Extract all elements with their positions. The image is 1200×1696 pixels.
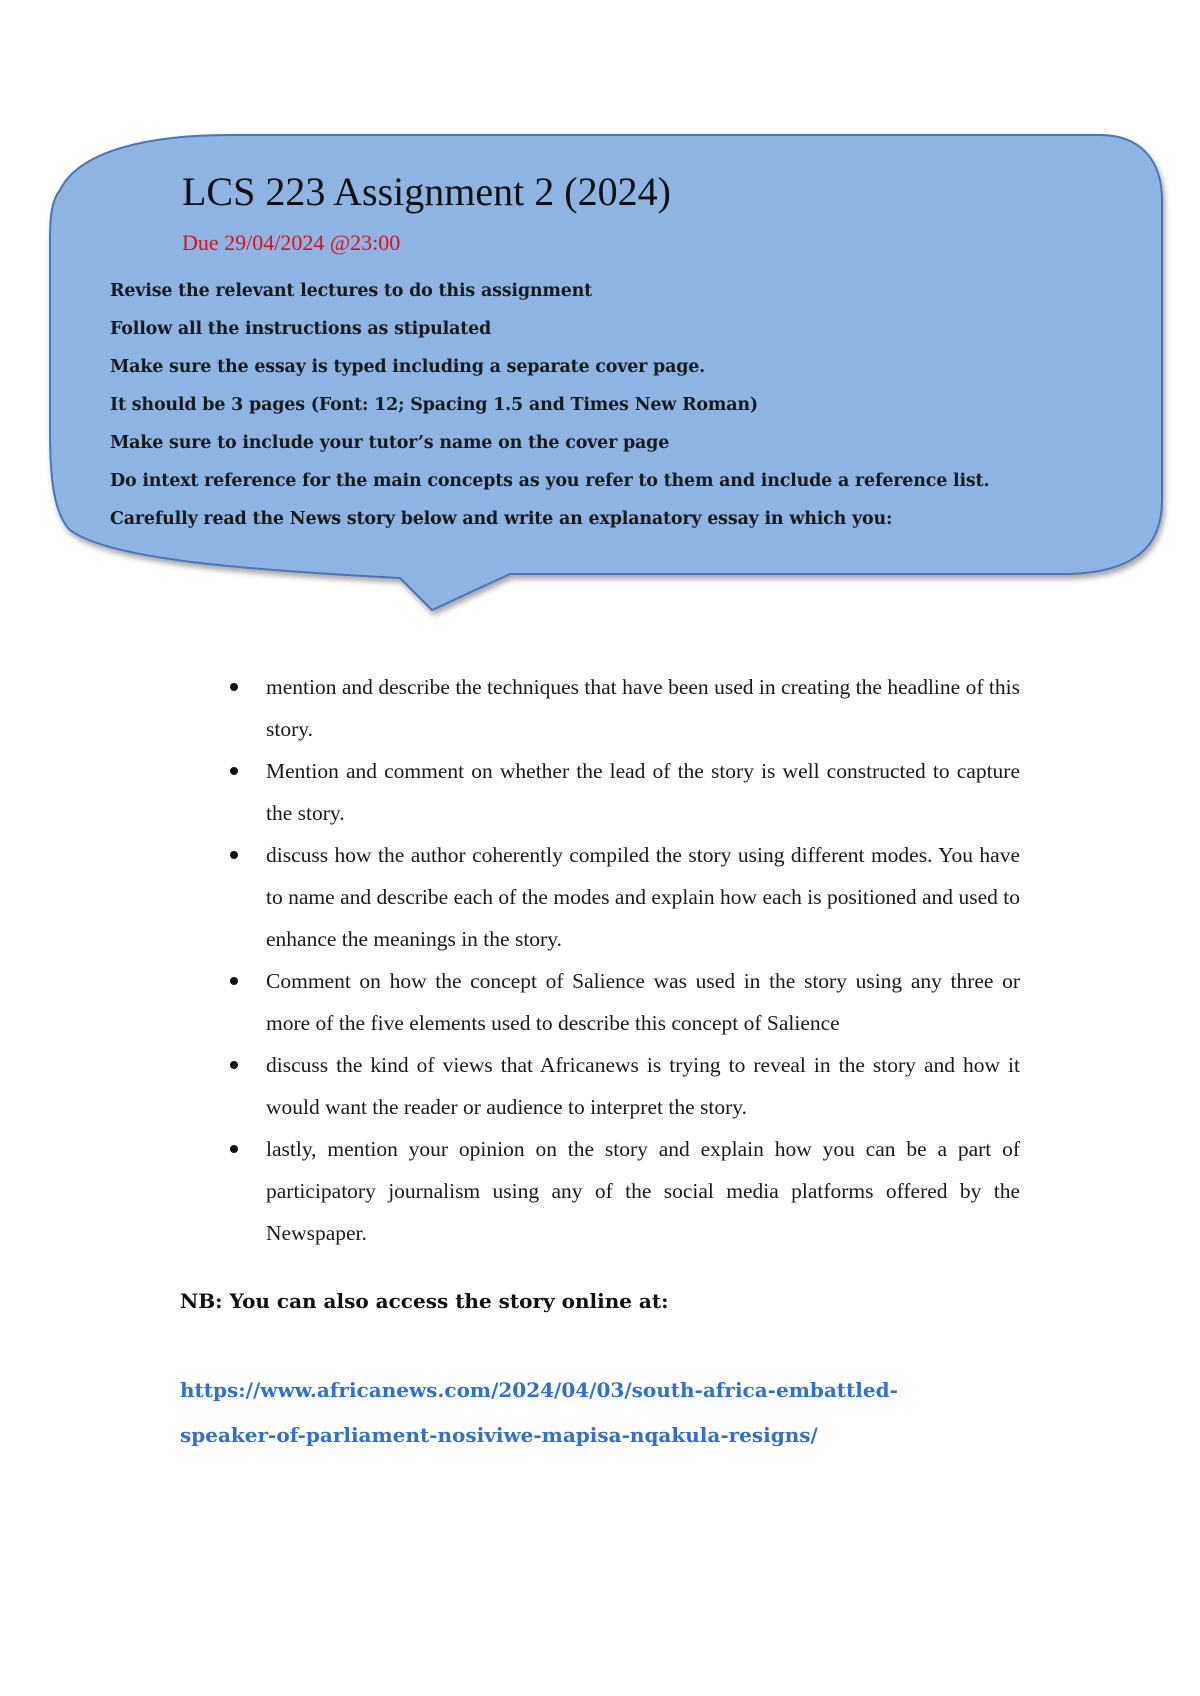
task-item xyxy=(222,750,1020,834)
task-item xyxy=(222,666,1020,750)
task-text: discuss the kind of views that Africanews is trying to reveal in the story and how it would want the reader or audience to interpret the story. xyxy=(266,1053,1020,1119)
instruction-item: Make sure to include your tutor’s name on the cover page xyxy=(110,433,670,453)
bullet-icon xyxy=(230,683,238,691)
task-item xyxy=(222,960,1020,1044)
task-item xyxy=(222,834,1020,960)
story-link-line-2: speaker-of-parliament-nosiviwe-mapisa-nqakula-resigns/ xyxy=(180,1423,818,1447)
instruction-list xyxy=(110,272,989,538)
task-text: mention and describe the techniques that have been used in creating the headline of this story. xyxy=(266,675,1020,741)
instruction-item: Do intext reference for the main concepts as you refer to them and include a reference list. xyxy=(110,471,990,491)
bullet-icon xyxy=(230,977,238,985)
bullet-icon xyxy=(230,851,238,859)
bullet-icon xyxy=(230,1145,238,1153)
task-text: Mention and comment on whether the lead of the story is well constructed to capture the story. xyxy=(266,759,1020,825)
assignment-title: LCS 223 Assignment 2 (2024) xyxy=(182,169,671,214)
task-list xyxy=(222,666,1020,1254)
due-date: Due 29/04/2024 @23:00 xyxy=(182,230,401,255)
task-text: lastly, mention your opinion on the story and explain how you can be a part of participatory journalism using any of the social media platforms offered by the Newspaper. xyxy=(266,1137,1020,1245)
story-link[interactable] xyxy=(180,1368,1080,1458)
instruction-item: Follow all the instructions as stipulated xyxy=(110,319,492,339)
task-item xyxy=(222,1044,1020,1128)
instruction-item: Carefully read the News story below and write an explanatory essay in which you: xyxy=(110,509,893,529)
bullet-icon xyxy=(230,767,238,775)
instruction-item: Make sure the essay is typed including a separate cover page. xyxy=(110,357,706,377)
instruction-item: It should be 3 pages (Font: 12; Spacing 1.5 and Times New Roman) xyxy=(110,395,758,415)
nb-note: NB: You can also access the story online at: xyxy=(180,1289,669,1313)
instruction-item: Revise the relevant lectures to do this assignment xyxy=(110,281,593,301)
task-text: discuss how the author coherently compiled the story using different modes. You have to name and describe each of the modes and explain how each is positioned and used to enhance the meanings in the story. xyxy=(266,843,1020,951)
story-link-line-1: https://www.africanews.com/2024/04/03/south-africa-embattled- xyxy=(180,1378,898,1402)
task-item xyxy=(222,1128,1020,1254)
bullet-icon xyxy=(230,1061,238,1069)
task-text: Comment on how the concept of Salience was used in the story using any three or more of the five elements used to describe this concept of Salience xyxy=(266,969,1020,1035)
